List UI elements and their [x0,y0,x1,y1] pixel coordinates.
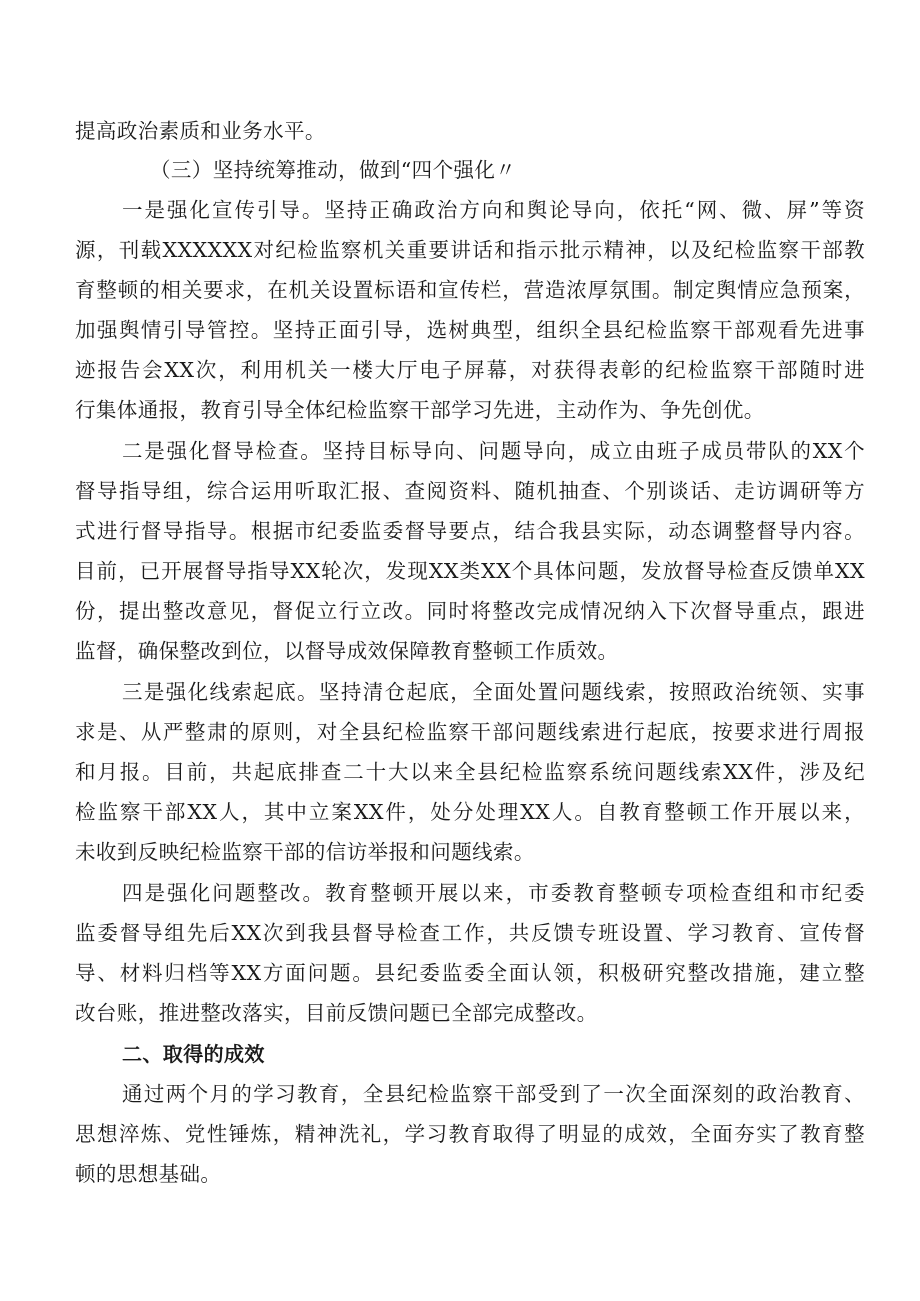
paragraph-line: 未收到反映纪检监察干部的信访举报和问题线索。 [75,840,535,864]
paragraph-line: 求是、从严整肃的原则，对全县纪检监察干部问题线索进行起底，按要求进行周报 [75,720,865,744]
paragraph-line: 监委督导组先后XX次到我县督导检查工作，共反馈专班设置、学习教育、宣传督 [75,921,865,945]
paragraph-line: 一是强化宣传引导。坚持正确政治方向和舆论导向，依托“网、微、屏”等资 [122,198,865,222]
paragraph-line: 导、材料归档等XX方面问题。县纪委监委全面认领，积极研究整改措施，建立整 [75,961,865,985]
paragraph-line: 二是强化督导检查。坚持目标导向、问题导向，成立由班子成员带队的XX个 [122,439,865,463]
section-subheading: （三）坚持统筹推动，做到“四个强化〃 [150,158,517,182]
paragraph-line: 育整顿的相关要求，在机关设置标语和宣传栏，营造浓厚氛围。制定舆情应急预案， [75,278,865,302]
paragraph-line: 检监察干部XX人，其中立案XX件，处分处理XX人。自教育整顿工作开展以来， [75,800,865,824]
paragraph-line: 和月报。目前，共起底排查二十大以来全县纪检监察系统问题线索XX件，涉及纪 [75,760,865,784]
paragraph-line: 监督，确保整改到位，以督导成效保障教育整顿工作质效。 [75,639,619,663]
paragraph-line: 源，刊载XXXXXX对纪检监察机关重要讲话和指示批示精神，以及纪检监察干部教 [75,238,865,262]
paragraph-line: 三是强化线索起底。坚持清仓起底，全面处置问题线索，按照政治统领、实事 [122,680,865,704]
paragraph-line: 加强舆情引导管控。坚持正面引导，选树典型，组织全县纪检监察干部观看先进事 [75,318,865,342]
section-heading: 二、取得的成效 [122,1042,265,1066]
paragraph-line: 思想淬炼、党性锤炼，精神洗礼，学习教育取得了明显的成效，全面夯实了教育整 [75,1122,865,1146]
paragraph-line: 迹报告会XX次，利用机关一楼大厅电子屏幕，对获得表彰的纪检监察干部随时进 [75,358,865,382]
paragraph-line: 式进行督导指导。根据市纪委监委督导要点，结合我县实际，动态调整督导内容。 [75,519,865,543]
paragraph-line: 提高政治素质和业务水平。 [75,119,326,143]
paragraph-line: 目前，已开展督导指导XX轮次，发现XX类XX个具体问题，发放督导检查反馈单XX [75,559,865,583]
paragraph-line: 改台账，推进整改落实，目前反馈问题已全部完成整改。 [75,1001,598,1025]
paragraph-line: 顿的思想基础。 [75,1162,222,1186]
paragraph-line: 份，提出整改意见，督促立行立改。同时将整改完成情况纳入下次督导重点，跟进 [75,599,865,623]
paragraph-line: 通过两个月的学习教育，全县纪检监察干部受到了一次全面深刻的政治教育、 [122,1082,865,1106]
paragraph-line: 督导指导组，综合运用听取汇报、查阅资料、随机抽查、个别谈话、走访调研等方 [75,479,865,503]
paragraph-line: 行集体通报，教育引导全体纪检监察干部学习先进，主动作为、争先创优。 [75,398,765,422]
paragraph-line: 四是强化问题整改。教育整顿开展以来，市委教育整顿专项检查组和市纪委 [122,881,865,905]
